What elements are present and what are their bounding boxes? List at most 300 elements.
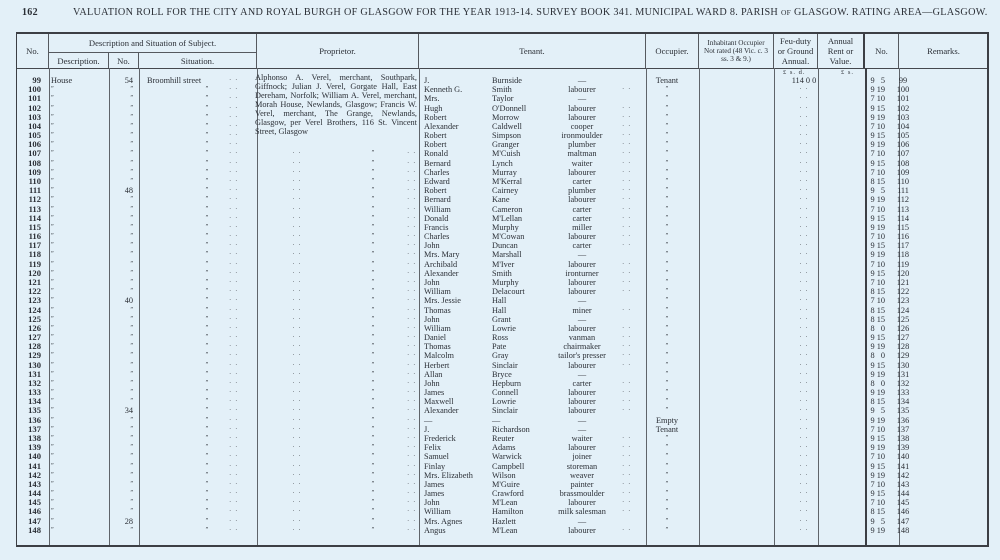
entry-number-right: 135	[896, 406, 910, 416]
situation: ”	[205, 490, 209, 497]
tenant-occupation: labourer	[568, 525, 596, 535]
entry-number-right: 120	[896, 268, 910, 278]
proprietor-ditto: ”	[371, 499, 375, 506]
proprietor-ditto: · ·	[292, 241, 302, 250]
occupier: ”	[665, 526, 669, 533]
description: ”	[51, 288, 54, 295]
entry-number: 101	[28, 93, 41, 104]
header-feu-duty: Feu-duty or Ground Annual.	[774, 34, 818, 68]
leader-dots: · ·	[407, 222, 417, 231]
tenant-first-name: Felix	[424, 443, 442, 453]
house-number: ”	[130, 132, 133, 139]
house-number: ”	[130, 425, 133, 432]
leader-dots: · ·	[622, 323, 632, 332]
leader-dots: · ·	[622, 204, 632, 213]
feu-duty: · ·	[799, 525, 809, 534]
situation: ”	[205, 315, 209, 322]
tenant-first-name: John	[424, 277, 440, 287]
entry-number: 141	[28, 460, 41, 471]
leader-dots: · ·	[229, 222, 239, 231]
leader-dots: · ·	[407, 305, 417, 314]
tenant-first-name: John	[424, 378, 440, 388]
situation: ”	[205, 444, 209, 451]
tenant-surname: O'Donnell	[492, 103, 527, 113]
entry-number-right: 133	[896, 388, 910, 398]
leader-dots: · ·	[407, 360, 417, 369]
leader-dots: · ·	[229, 305, 239, 314]
occupier: ”	[665, 122, 669, 129]
proprietor-ditto: ”	[371, 297, 375, 304]
table-row	[17, 452, 987, 461]
entry-number-right: 140	[896, 452, 910, 462]
leader-dots: · ·	[622, 397, 632, 406]
feu-duty: · ·	[799, 121, 809, 130]
entry-number: 135	[28, 405, 41, 416]
entry-number: 124	[28, 304, 41, 315]
tenant-occupation: —	[577, 369, 587, 379]
proprietor-ditto: ”	[371, 251, 375, 258]
occupier: ”	[665, 499, 669, 506]
tenant-occupation: —	[577, 314, 587, 324]
situation: ”	[205, 517, 209, 524]
situation: ”	[205, 251, 209, 258]
proprietor-ditto: · ·	[292, 186, 302, 195]
description: ”	[51, 334, 54, 341]
description: ”	[51, 187, 54, 194]
proprietor-ditto: · ·	[292, 268, 302, 277]
proprietor-ditto: · ·	[292, 525, 302, 534]
entry-number-right: 148	[896, 525, 910, 535]
leader-dots: · ·	[407, 434, 417, 443]
proprietor-ditto: ”	[371, 398, 375, 405]
tenant-surname: Duncan	[492, 241, 518, 251]
header-no-right: No.	[865, 34, 899, 68]
situation: ”	[205, 462, 209, 469]
leader-dots: · ·	[622, 195, 632, 204]
feu-duty: · ·	[799, 131, 809, 140]
table-row	[17, 159, 987, 168]
tenant-surname: Ross	[492, 333, 509, 343]
entry-number: 144	[28, 488, 41, 499]
leader-dots: · ·	[622, 452, 632, 461]
leader-dots: · ·	[407, 397, 417, 406]
table-row	[17, 186, 987, 195]
proprietor-ditto: ”	[371, 517, 375, 524]
occupier: ”	[665, 187, 669, 194]
tenant-occupation: tailor's presser	[558, 351, 606, 361]
description: ”	[51, 526, 54, 533]
description: ”	[51, 150, 54, 157]
leader-dots: · ·	[407, 287, 417, 296]
table-row	[17, 361, 987, 370]
table-row	[17, 76, 987, 85]
leader-dots: · ·	[622, 388, 632, 397]
tenant-first-name: Samuel	[424, 452, 449, 462]
tenant-occupation: ironturner	[565, 268, 599, 278]
table-row	[17, 122, 987, 131]
description: ”	[51, 297, 54, 304]
leader-dots: · ·	[622, 131, 632, 140]
annual-rent: 9 19	[870, 470, 885, 480]
leader-dots: · ·	[229, 470, 239, 479]
proprietor-ditto: ”	[371, 205, 375, 212]
table-row	[17, 205, 987, 214]
leader-dots: · ·	[407, 525, 417, 534]
feu-duty: · ·	[799, 277, 809, 286]
entry-number-right: 139	[896, 443, 910, 453]
leader-dots: · ·	[229, 369, 239, 378]
leader-dots: · ·	[229, 406, 239, 415]
proprietor-ditto: ”	[371, 425, 375, 432]
leader-dots: · ·	[622, 149, 632, 158]
leader-dots: · ·	[229, 131, 239, 140]
entry-number-right: 130	[896, 360, 910, 370]
leader-dots: · ·	[229, 434, 239, 443]
page-header	[0, 4, 1000, 20]
leader-dots: · ·	[407, 314, 417, 323]
header-tenant: Tenant.	[419, 34, 646, 68]
table-row	[17, 443, 987, 452]
annual-rent: 9 15	[870, 131, 885, 141]
leader-dots: · ·	[407, 296, 417, 305]
entry-number-right: 106	[896, 140, 910, 150]
tenant-first-name: Charles	[424, 232, 450, 242]
entry-number-right: 142	[896, 470, 910, 480]
proprietor-ditto: ”	[371, 526, 375, 533]
table-row	[17, 388, 987, 397]
leader-dots: · ·	[229, 85, 239, 94]
entry-number: 140	[28, 451, 41, 462]
leader-dots: · ·	[622, 222, 632, 231]
entry-number: 114	[28, 212, 41, 223]
tenant-first-name: Bernard	[424, 195, 451, 205]
leader-dots: · ·	[622, 112, 632, 121]
table-row	[17, 287, 987, 296]
proprietor-ditto: ”	[371, 416, 375, 423]
occupier: ”	[665, 352, 669, 359]
entry-number: 111	[29, 185, 41, 196]
occupier: ”	[665, 196, 669, 203]
tenant-surname: M'Kerral	[492, 176, 523, 186]
tenant-first-name: Allan	[424, 369, 443, 379]
situation: ”	[205, 526, 209, 533]
leader-dots: · ·	[622, 176, 632, 185]
description: ”	[51, 407, 54, 414]
annual-rent: 9 19	[870, 525, 885, 535]
leader-dots: · ·	[622, 167, 632, 176]
occupier: ”	[665, 288, 669, 295]
proprietor-ditto: ”	[371, 453, 375, 460]
proprietor-ditto: ”	[371, 223, 375, 230]
entry-number-right: 113	[896, 204, 910, 214]
description: ”	[51, 444, 54, 451]
proprietor-ditto: ”	[371, 361, 375, 368]
feu-duty: · ·	[799, 314, 809, 323]
leader-dots: · ·	[622, 443, 632, 452]
occupier: ”	[665, 132, 669, 139]
feu-duty: · ·	[799, 232, 809, 241]
tenant-occupation: miner	[572, 305, 592, 315]
entry-number: 136	[28, 414, 41, 425]
tenant-surname: Delacourt	[492, 287, 525, 297]
leader-dots: · ·	[622, 213, 632, 222]
feu-duty: · ·	[799, 259, 809, 268]
house-number: ”	[130, 324, 133, 331]
entry-number: 108	[28, 157, 41, 168]
occupier: ”	[665, 177, 669, 184]
annual-rent: 9 15	[870, 158, 885, 168]
entry-number: 99	[32, 75, 41, 85]
entry-number: 107	[28, 148, 41, 159]
leader-dots: · ·	[407, 452, 417, 461]
leader-dots: · ·	[622, 305, 632, 314]
proprietor-ditto: · ·	[292, 342, 302, 351]
tenant-occupation: labourer	[568, 232, 596, 242]
situation: ”	[205, 480, 209, 487]
description: ”	[51, 306, 54, 313]
situation: ”	[205, 471, 209, 478]
occupier: ”	[665, 389, 669, 396]
proprietor-ditto: · ·	[292, 424, 302, 433]
feu-units: £ s. d.	[783, 69, 806, 76]
situation: ”	[205, 407, 209, 414]
tenant-occupation: labourer	[568, 397, 596, 407]
situation: ”	[205, 196, 209, 203]
annual-rent: 7 10	[870, 204, 885, 214]
tenant-surname: Caldwell	[492, 121, 522, 131]
proprietor-text: Alphonso A. Verel, merchant, Southpark, Giffnock; Julian J. Verel, Gorgate Hall, East Dereham, Norfolk; William A. Verel, merchant, Morah House, Newlands, Glasgow; Francis W. Verel, merchant, The Grange, Newlands, Glasgow, per Verel Brothers, 116 St. Vincent Street, Glasgow	[255, 73, 417, 136]
annual-rent: 8 0	[870, 378, 885, 388]
description: ”	[51, 113, 54, 120]
house-number: ”	[130, 177, 133, 184]
proprietor-ditto: · ·	[292, 149, 302, 158]
table-row	[17, 94, 987, 103]
entry-number-right: 102	[896, 103, 910, 113]
leader-dots: · ·	[622, 232, 632, 241]
tenant-first-name: Bernard	[424, 158, 451, 168]
description: ”	[51, 416, 54, 423]
proprietor-ditto: ”	[371, 324, 375, 331]
entry-number: 121	[28, 276, 41, 287]
entry-number: 112	[28, 194, 41, 205]
situation: ”	[205, 361, 209, 368]
occupier: ”	[665, 150, 669, 157]
entry-number: 105	[28, 130, 41, 141]
tenant-occupation: labourer	[568, 112, 596, 122]
house-number: ”	[130, 205, 133, 212]
leader-dots: · ·	[407, 470, 417, 479]
leader-dots: · ·	[229, 277, 239, 286]
proprietor-ditto: ”	[371, 269, 375, 276]
house-number: ”	[130, 334, 133, 341]
table-row	[17, 379, 987, 388]
tenant-first-name: Francis	[424, 222, 449, 232]
tenant-first-name: Archibald	[424, 259, 458, 269]
description: ”	[51, 453, 54, 460]
description: ”	[51, 177, 54, 184]
tenant-first-name: —	[424, 415, 433, 425]
occupier: ”	[665, 379, 669, 386]
occupier: Tenant	[655, 76, 679, 85]
tenant-occupation: storeman	[566, 461, 598, 471]
leader-dots: · ·	[229, 103, 239, 112]
proprietor-ditto: · ·	[292, 360, 302, 369]
proprietor-ditto: ”	[371, 444, 375, 451]
leader-dots: · ·	[407, 195, 417, 204]
feu-duty: · ·	[799, 378, 809, 387]
table-row	[17, 342, 987, 351]
entry-number: 102	[28, 102, 41, 113]
tenant-first-name: James	[424, 388, 445, 398]
tenant-occupation: waiter	[571, 158, 593, 168]
entry-number-right: 118	[896, 250, 910, 260]
entry-number-right: 124	[896, 305, 910, 315]
tenant-occupation: labourer	[568, 259, 596, 269]
leader-dots: · ·	[229, 296, 239, 305]
title-part: FOR THE	[163, 7, 214, 18]
tenant-surname: Hall	[492, 305, 507, 315]
entry-number: 109	[28, 166, 41, 177]
house-number: ”	[130, 526, 133, 533]
leader-dots: · ·	[407, 507, 417, 516]
proprietor-ditto: · ·	[292, 287, 302, 296]
house-number: ”	[130, 278, 133, 285]
tenant-first-name: Frederick	[424, 434, 456, 444]
feu-duty: · ·	[799, 167, 809, 176]
house-number: ”	[130, 471, 133, 478]
tenant-surname: Murphy	[492, 222, 519, 232]
leader-dots: · ·	[622, 406, 632, 415]
situation: ”	[205, 260, 209, 267]
feu-duty: · ·	[799, 351, 809, 360]
proprietor-ditto: ”	[371, 242, 375, 249]
occupier: ”	[665, 444, 669, 451]
tenant-first-name: John	[424, 498, 440, 508]
feu-duty: · ·	[799, 186, 809, 195]
tenant-surname: Grant	[492, 314, 511, 324]
house-number: ”	[130, 104, 133, 111]
house-number: ”	[130, 86, 133, 93]
house-number: ”	[130, 196, 133, 203]
annual-rent: 9 19	[870, 388, 885, 398]
tenant-first-name: William	[424, 287, 451, 297]
house-number: ”	[130, 113, 133, 120]
feu-duty: · ·	[799, 241, 809, 250]
feu-duty: · ·	[799, 516, 809, 525]
proprietor-ditto: ”	[371, 260, 375, 267]
feu-duty: 114 0 0	[791, 76, 817, 85]
annual-rent: 9 15	[870, 333, 885, 343]
leader-dots: · ·	[622, 507, 632, 516]
entry-number-right: 129	[896, 351, 910, 361]
feu-duty: · ·	[799, 323, 809, 332]
occupier: ”	[665, 86, 669, 93]
occupier: ”	[665, 398, 669, 405]
house-number: 40	[124, 296, 133, 306]
table-row	[17, 113, 987, 122]
tenant-first-name: Malcolm	[424, 351, 454, 361]
situation: ”	[205, 398, 209, 405]
situation: ”	[205, 416, 209, 423]
table-row	[17, 232, 987, 241]
feu-duty: · ·	[799, 369, 809, 378]
entry-number-right: 128	[896, 342, 910, 352]
leader-dots: · ·	[407, 406, 417, 415]
situation: ”	[205, 214, 209, 221]
entry-number: 120	[28, 267, 41, 278]
tenant-occupation: brassmoulder	[559, 489, 605, 499]
table-row	[17, 416, 987, 425]
tenant-surname: Marshall	[492, 250, 522, 260]
tenant-occupation: labourer	[568, 323, 596, 333]
leader-dots: · ·	[622, 121, 632, 130]
leader-dots: · ·	[229, 76, 239, 84]
tenant-occupation: —	[577, 94, 587, 104]
proprietor-ditto: ”	[371, 352, 375, 359]
entry-number-right: 109	[896, 167, 910, 177]
entry-number: 104	[28, 120, 41, 131]
entry-number: 145	[28, 497, 41, 508]
tenant-surname: Gray	[492, 351, 509, 361]
proprietor-ditto: · ·	[292, 176, 302, 185]
proprietor-ditto: ”	[371, 306, 375, 313]
tenant-first-name: Hugh	[424, 103, 443, 113]
house-number: ”	[130, 122, 133, 129]
feu-duty: · ·	[799, 507, 809, 516]
leader-dots: · ·	[407, 158, 417, 167]
tenant-first-name: James	[424, 489, 445, 499]
description: ”	[51, 398, 54, 405]
situation: ”	[205, 86, 209, 93]
leader-dots: · ·	[622, 479, 632, 488]
tenant-first-name: Alexander	[424, 121, 459, 131]
proprietor-ditto: ”	[371, 159, 375, 166]
table-row	[17, 296, 987, 305]
leader-dots: · ·	[407, 241, 417, 250]
proprietor-ditto: ”	[371, 379, 375, 386]
tenant-occupation: carter	[572, 204, 592, 214]
tenant-surname: Connell	[492, 388, 519, 398]
proprietor-ditto: ”	[371, 278, 375, 285]
tenant-surname: M'Lean	[492, 498, 518, 508]
tenant-surname: Morrow	[492, 112, 520, 122]
leader-dots: · ·	[407, 369, 417, 378]
tenant-occupation: —	[577, 250, 587, 260]
proprietor-ditto: · ·	[292, 213, 302, 222]
entry-number-right: 117	[896, 241, 910, 251]
feu-duty: · ·	[799, 94, 809, 103]
description: ”	[51, 490, 54, 497]
proprietor-ditto: · ·	[292, 232, 302, 241]
proprietor-ditto: · ·	[292, 333, 302, 342]
annual-rent: 7 10	[870, 498, 885, 508]
leader-dots: · ·	[622, 103, 632, 112]
feu-duty: · ·	[799, 360, 809, 369]
occupier: ”	[665, 361, 669, 368]
situation: ”	[205, 242, 209, 249]
table-row	[17, 131, 987, 140]
tenant-occupation: —	[577, 296, 587, 306]
description: ”	[51, 132, 54, 139]
house-number: 54	[124, 76, 133, 85]
entry-number: 115	[28, 221, 41, 232]
tenant-surname: Hepburn	[492, 378, 522, 388]
house-number: ”	[130, 480, 133, 487]
occupier: ”	[665, 113, 669, 120]
leader-dots: · ·	[407, 342, 417, 351]
tenant-occupation: miller	[572, 222, 592, 232]
house-number: ”	[130, 214, 133, 221]
